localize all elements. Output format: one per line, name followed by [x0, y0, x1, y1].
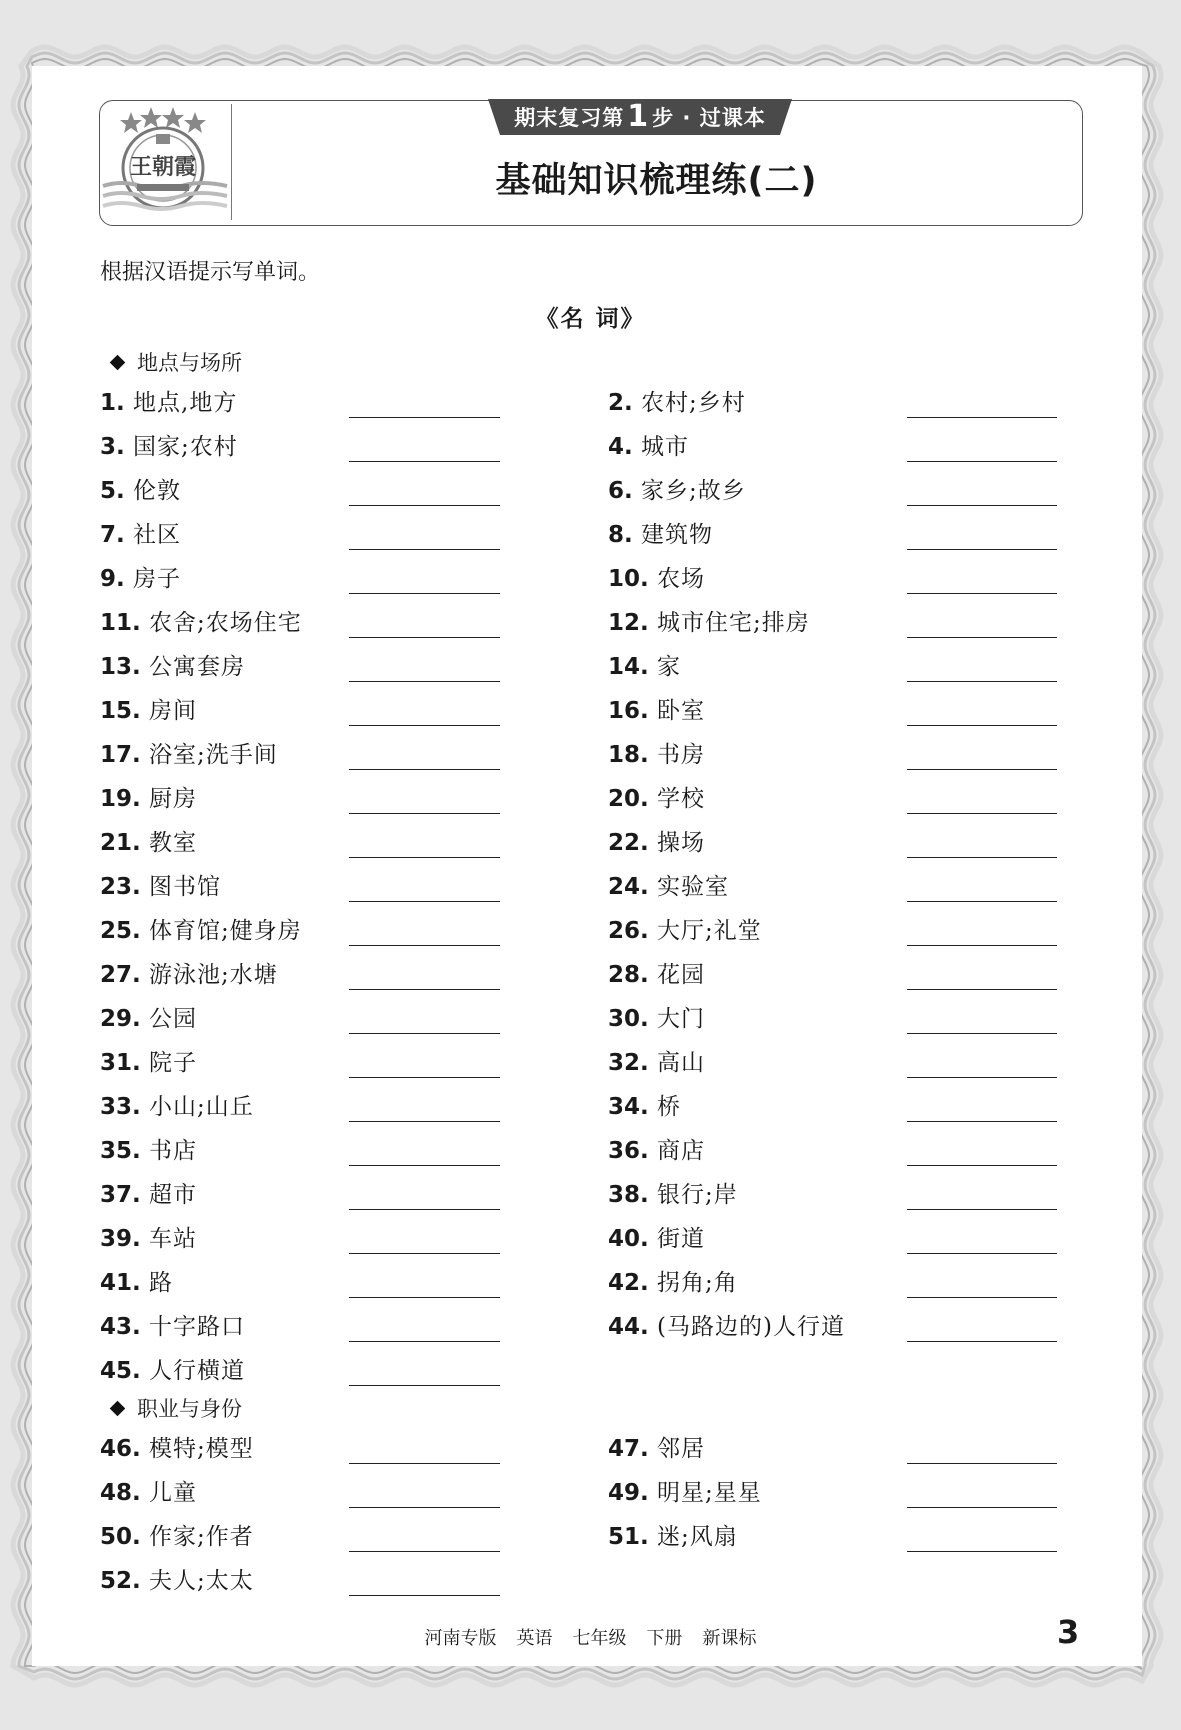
vocab-item: [100, 431, 238, 463]
footer-info: [0, 1624, 1181, 1650]
item-chinese-hint: 操场: [648, 830, 706, 856]
item-chinese-hint: 农场: [648, 566, 706, 592]
vocab-item: [608, 915, 762, 947]
vocab-item: [100, 739, 278, 771]
item-number: 1.: [100, 390, 125, 416]
item-chinese-hint: 农舍;农场住宅: [140, 610, 302, 636]
item-number: 48.: [100, 1480, 141, 1506]
item-number: 41.: [100, 1270, 141, 1296]
item-chinese-hint: 公寓套房: [140, 654, 246, 680]
vocab-item: [608, 431, 689, 463]
answer-blank[interactable]: [907, 637, 1057, 638]
vocab-item: [608, 1223, 705, 1255]
item-number: 9.: [100, 566, 125, 592]
item-chinese-hint: 家: [648, 654, 682, 680]
item-number: 25.: [100, 918, 141, 944]
item-chinese-hint: 邻居: [648, 1436, 706, 1462]
banner-suffix: 步 · 过课本: [652, 106, 766, 130]
vocab-item: [608, 475, 746, 507]
answer-blank[interactable]: [907, 901, 1057, 902]
vocab-item: [100, 607, 302, 639]
vocab-item: [608, 1003, 705, 1035]
item-chinese-hint: 花园: [648, 962, 706, 988]
answer-blank[interactable]: [907, 1253, 1057, 1254]
item-chinese-hint: 城市: [632, 434, 690, 460]
item-chinese-hint: 路: [140, 1270, 174, 1296]
publisher-logo: [101, 104, 229, 220]
item-chinese-hint: 房子: [124, 566, 182, 592]
answer-blank[interactable]: [907, 1209, 1057, 1210]
answer-blank[interactable]: [349, 1209, 500, 1210]
answer-blank[interactable]: [907, 945, 1057, 946]
vocab-item: [608, 1521, 738, 1553]
vocab-item: [608, 651, 681, 683]
vocab-item: [100, 959, 278, 991]
item-number: 51.: [608, 1524, 649, 1550]
vocab-item: [100, 871, 221, 903]
item-number: 38.: [608, 1182, 649, 1208]
item-number: 14.: [608, 654, 649, 680]
item-number: 37.: [100, 1182, 141, 1208]
item-number: 21.: [100, 830, 141, 856]
vocab-item: [608, 1091, 681, 1123]
item-number: 30.: [608, 1006, 649, 1032]
vocab-item: [100, 1179, 197, 1211]
answer-blank[interactable]: [349, 1551, 500, 1552]
answer-blank[interactable]: [349, 989, 500, 990]
vocab-item: [608, 695, 705, 727]
vocab-item: [608, 1477, 762, 1509]
item-chinese-hint: 商店: [648, 1138, 706, 1164]
footer-label: 英语: [516, 1628, 553, 1649]
answer-blank[interactable]: [349, 1121, 500, 1122]
vocab-item: [100, 1565, 254, 1597]
item-chinese-hint: 国家;农村: [124, 434, 238, 460]
answer-blank[interactable]: [907, 725, 1057, 726]
item-chinese-hint: 桥: [648, 1094, 682, 1120]
instruction-text: 根据汉语提示写单词。: [100, 260, 321, 285]
item-chinese-hint: 迷;风扇: [648, 1524, 738, 1550]
item-chinese-hint: 农村;乡村: [632, 390, 746, 416]
item-chinese-hint: 夫人;太太: [140, 1568, 254, 1594]
item-number: 45.: [100, 1358, 141, 1384]
item-chinese-hint: 小山;山丘: [140, 1094, 254, 1120]
item-chinese-hint: 社区: [124, 522, 182, 548]
answer-blank[interactable]: [349, 1253, 500, 1254]
banner-step-number: 1: [627, 99, 650, 134]
vocab-item: [608, 783, 705, 815]
answer-blank[interactable]: [907, 1463, 1057, 1464]
answer-blank[interactable]: [907, 989, 1057, 990]
item-number: 50.: [100, 1524, 141, 1550]
item-number: 11.: [100, 610, 141, 636]
vocab-item: [100, 1433, 254, 1465]
vocab-item: [100, 1091, 254, 1123]
item-chinese-hint: 家乡;故乡: [632, 478, 746, 504]
vocab-item: [608, 563, 705, 595]
item-chinese-hint: 大门: [648, 1006, 706, 1032]
answer-blank[interactable]: [907, 1077, 1057, 1078]
item-number: 29.: [100, 1006, 141, 1032]
logo-lettering: 王朝霞: [129, 154, 197, 180]
vocab-item: [608, 519, 713, 551]
answer-blank[interactable]: [349, 1507, 500, 1508]
vocab-item: [100, 695, 197, 727]
banner-prefix: 期末复习第: [514, 106, 625, 130]
answer-blank[interactable]: [349, 725, 500, 726]
vocab-item: [100, 915, 302, 947]
step-banner-text: [488, 99, 792, 135]
vocab-item: [608, 959, 705, 991]
answer-blank[interactable]: [349, 1385, 500, 1386]
item-chinese-hint: 儿童: [140, 1480, 198, 1506]
item-chinese-hint: 银行;岸: [648, 1182, 738, 1208]
item-number: 12.: [608, 610, 649, 636]
item-number: 49.: [608, 1480, 649, 1506]
item-number: 43.: [100, 1314, 141, 1340]
answer-blank[interactable]: [907, 1341, 1057, 1342]
vocab-item: [100, 519, 181, 551]
item-number: 31.: [100, 1050, 141, 1076]
item-number: 17.: [100, 742, 141, 768]
answer-blank[interactable]: [349, 1463, 500, 1464]
diamond-bullet-icon: [110, 354, 126, 370]
item-number: 13.: [100, 654, 141, 680]
item-chinese-hint: 地点,地方: [124, 390, 238, 416]
vocab-item: [100, 1521, 254, 1553]
item-chinese-hint: 大厅;礼堂: [648, 918, 762, 944]
item-chinese-hint: 教室: [140, 830, 198, 856]
footer-label: 七年级: [572, 1628, 627, 1649]
page-number: 3: [1057, 1613, 1080, 1651]
item-number: 2.: [608, 390, 633, 416]
vocab-item: [100, 783, 197, 815]
vocab-item: [100, 1311, 245, 1343]
vocab-item: [608, 1047, 705, 1079]
answer-blank[interactable]: [349, 461, 500, 462]
answer-blank[interactable]: [907, 1297, 1057, 1298]
footer-label: 新课标: [702, 1628, 757, 1649]
item-chinese-hint: 城市住宅;排房: [648, 610, 810, 636]
answer-blank[interactable]: [349, 1033, 500, 1034]
answer-blank[interactable]: [907, 417, 1057, 418]
vocab-item: [100, 1135, 197, 1167]
category-heading: [108, 347, 242, 377]
item-chinese-hint: 实验室: [648, 874, 730, 900]
item-number: 16.: [608, 698, 649, 724]
item-chinese-hint: 院子: [140, 1050, 198, 1076]
vocab-item: [608, 1433, 705, 1465]
item-chinese-hint: 车站: [140, 1226, 198, 1252]
answer-blank[interactable]: [907, 1033, 1057, 1034]
answer-blank[interactable]: [349, 1595, 500, 1596]
section-heading: 《名 词》: [535, 306, 646, 332]
item-number: 7.: [100, 522, 125, 548]
footer-label: 河南专版: [424, 1628, 497, 1649]
item-chinese-hint: 伦敦: [124, 478, 182, 504]
vocab-item: [100, 1477, 197, 1509]
item-number: 10.: [608, 566, 649, 592]
vocab-item: [100, 1223, 197, 1255]
item-chinese-hint: 超市: [140, 1182, 198, 1208]
item-number: 24.: [608, 874, 649, 900]
category-label: 职业与身份: [137, 1397, 242, 1421]
vocab-item: [100, 1047, 197, 1079]
vocab-item: [100, 1267, 173, 1299]
answer-blank[interactable]: [907, 857, 1057, 858]
answer-blank[interactable]: [907, 769, 1057, 770]
answer-blank[interactable]: [349, 1341, 500, 1342]
item-chinese-hint: 人行横道: [140, 1358, 246, 1384]
vocab-item: [100, 1355, 245, 1387]
answer-blank[interactable]: [907, 813, 1057, 814]
item-chinese-hint: 建筑物: [632, 522, 714, 548]
item-number: 27.: [100, 962, 141, 988]
vocab-item: [608, 1267, 738, 1299]
item-chinese-hint: 明星;星星: [648, 1480, 762, 1506]
answer-blank[interactable]: [349, 1077, 500, 1078]
answer-blank[interactable]: [349, 1297, 500, 1298]
item-chinese-hint: 作家;作者: [140, 1524, 254, 1550]
answer-blank[interactable]: [907, 681, 1057, 682]
answer-blank[interactable]: [907, 461, 1057, 462]
answer-blank[interactable]: [349, 593, 500, 594]
diamond-bullet-icon: [110, 1400, 126, 1416]
item-number: 34.: [608, 1094, 649, 1120]
answer-blank[interactable]: [349, 1165, 500, 1166]
answer-blank[interactable]: [907, 549, 1057, 550]
vocab-item: [608, 827, 705, 859]
item-chinese-hint: 高山: [648, 1050, 706, 1076]
item-chinese-hint: 公园: [140, 1006, 198, 1032]
vocab-item: [608, 1179, 738, 1211]
vocab-item: [608, 1135, 705, 1167]
answer-blank[interactable]: [907, 593, 1057, 594]
item-number: 22.: [608, 830, 649, 856]
item-chinese-hint: 房间: [140, 698, 198, 724]
answer-blank[interactable]: [907, 1507, 1057, 1508]
answer-blank[interactable]: [349, 549, 500, 550]
item-number: 4.: [608, 434, 633, 460]
vocab-item: [608, 871, 729, 903]
item-number: 52.: [100, 1568, 141, 1594]
vocab-item: [608, 739, 705, 771]
vocab-item: [608, 387, 746, 419]
item-chinese-hint: 模特;模型: [140, 1436, 254, 1462]
answer-blank[interactable]: [349, 505, 500, 506]
page-title: 基础知识梳理练(二): [495, 161, 818, 201]
item-chinese-hint: (马路边的)人行道: [648, 1314, 846, 1340]
item-chinese-hint: 厨房: [140, 786, 198, 812]
item-chinese-hint: 体育馆;健身房: [140, 918, 302, 944]
item-chinese-hint: 学校: [648, 786, 706, 812]
item-number: 3.: [100, 434, 125, 460]
vocab-item: [100, 387, 237, 419]
item-chinese-hint: 书房: [648, 742, 706, 768]
item-number: 6.: [608, 478, 633, 504]
item-chinese-hint: 书店: [140, 1138, 198, 1164]
item-number: 18.: [608, 742, 649, 768]
answer-blank[interactable]: [349, 857, 500, 858]
answer-blank[interactable]: [907, 1551, 1057, 1552]
item-number: 32.: [608, 1050, 649, 1076]
vocab-item: [100, 651, 245, 683]
item-number: 33.: [100, 1094, 141, 1120]
answer-blank[interactable]: [907, 1121, 1057, 1122]
item-chinese-hint: 十字路口: [140, 1314, 246, 1340]
item-number: 46.: [100, 1436, 141, 1462]
item-chinese-hint: 游泳池;水塘: [140, 962, 278, 988]
vocab-item: [100, 827, 197, 859]
item-number: 47.: [608, 1436, 649, 1462]
answer-blank[interactable]: [349, 417, 500, 418]
answer-blank[interactable]: [349, 637, 500, 638]
item-number: 40.: [608, 1226, 649, 1252]
vocab-item: [608, 1311, 845, 1343]
item-chinese-hint: 卧室: [648, 698, 706, 724]
item-chinese-hint: 拐角;角: [648, 1270, 738, 1296]
item-number: 23.: [100, 874, 141, 900]
answer-blank[interactable]: [349, 945, 500, 946]
category-heading: [108, 1393, 242, 1423]
item-chinese-hint: 街道: [648, 1226, 706, 1252]
answer-blank[interactable]: [349, 681, 500, 682]
item-number: 28.: [608, 962, 649, 988]
vocab-item: [100, 475, 181, 507]
vocab-item: [608, 607, 810, 639]
item-chinese-hint: 图书馆: [140, 874, 222, 900]
item-number: 42.: [608, 1270, 649, 1296]
answer-blank[interactable]: [907, 505, 1057, 506]
vocab-item: [100, 1003, 197, 1035]
answer-blank[interactable]: [349, 813, 500, 814]
item-number: 5.: [100, 478, 125, 504]
item-number: 44.: [608, 1314, 649, 1340]
item-chinese-hint: 浴室;洗手间: [140, 742, 278, 768]
footer-label: 下册: [646, 1628, 683, 1649]
item-number: 36.: [608, 1138, 649, 1164]
vocab-item: [100, 563, 181, 595]
item-number: 20.: [608, 786, 649, 812]
item-number: 35.: [100, 1138, 141, 1164]
item-number: 15.: [100, 698, 141, 724]
item-number: 26.: [608, 918, 649, 944]
category-label: 地点与场所: [137, 351, 242, 375]
answer-blank[interactable]: [907, 1165, 1057, 1166]
item-number: 8.: [608, 522, 633, 548]
item-number: 19.: [100, 786, 141, 812]
item-number: 39.: [100, 1226, 141, 1252]
answer-blank[interactable]: [349, 901, 500, 902]
answer-blank[interactable]: [349, 769, 500, 770]
